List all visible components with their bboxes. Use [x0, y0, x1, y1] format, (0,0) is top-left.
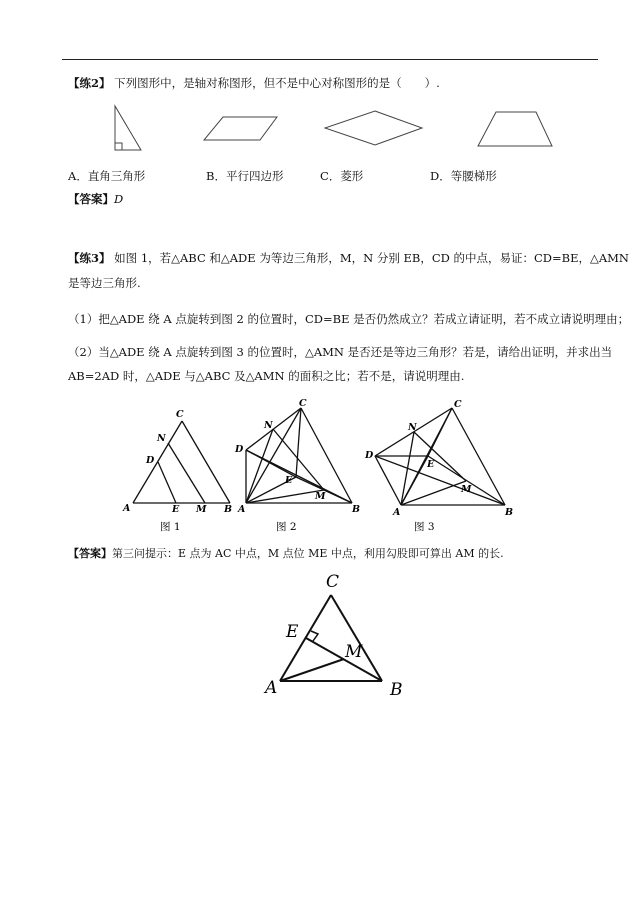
answer-figure	[0, 565, 640, 705]
option-d: D．等腰梯形	[430, 169, 497, 183]
svg-text:A: A	[265, 678, 278, 698]
svg-text:A: A	[393, 507, 401, 518]
rhombus-shape	[325, 111, 422, 145]
svg-text:E: E	[427, 459, 435, 470]
svg-text:N: N	[408, 422, 417, 433]
ex2-tag: 【练2】	[68, 76, 111, 90]
ex2-shapes	[0, 100, 640, 160]
ex3-question-2b: AB=2AD 时，△ADE 与△ABC 及△AMN 的面积之比；若不是，请说明理由.	[68, 369, 465, 383]
svg-text:B: B	[224, 504, 233, 515]
option-c: C．菱形	[320, 169, 364, 183]
svg-text:M: M	[345, 642, 363, 662]
ex3-answer-tag: 【答案】	[68, 547, 112, 560]
figure-1-caption: 图 1	[160, 521, 181, 533]
svg-text:D: D	[146, 455, 155, 466]
svg-text:C: C	[326, 572, 340, 592]
svg-text:B: B	[390, 680, 403, 700]
svg-text:M: M	[196, 504, 207, 515]
isosceles-trapezoid-shape	[478, 112, 552, 146]
option-a: A．直角三角形	[68, 169, 146, 183]
svg-text:C: C	[454, 399, 462, 410]
svg-text:A: A	[238, 504, 246, 515]
ex2-answer-tag: 【答案】	[68, 192, 114, 206]
svg-text:C: C	[299, 398, 307, 409]
svg-text:E: E	[286, 622, 299, 642]
svg-text:B: B	[352, 504, 361, 515]
ex3-text-1: 如图 1，若△ABC 和△ADE 为等边三角形，M，N 分别 EB，CD 的中点，易证：CD=BE，△AMN	[114, 251, 629, 265]
header-rule	[62, 59, 598, 60]
option-b: B．平行四边形	[206, 169, 284, 183]
svg-text:D: D	[365, 450, 374, 461]
svg-text:N: N	[157, 433, 166, 444]
ex3-tag: 【练3】	[68, 251, 111, 265]
ex3-answer-line	[68, 546, 504, 561]
ex3-question-1: （1）把△ADE 绕 A 点旋转到图 2 的位置时，CD=BE 是否仍然成立？若成立请证明，若不成立请说明理由；	[68, 312, 630, 326]
ex3-answer: 第三问提示：E 点为 AC 中点，M 点位 ME 中点，利用勾股即可算出 AM 的长.	[112, 547, 504, 560]
figure-3-caption: 图 3	[414, 521, 435, 533]
answer-right-angle-mark	[311, 631, 318, 641]
svg-text:E: E	[285, 475, 293, 486]
ex3-figures	[0, 395, 640, 540]
parallelogram-shape	[204, 117, 277, 140]
ex2-answer: D	[114, 192, 124, 206]
svg-text:N: N	[264, 420, 273, 431]
svg-text:B: B	[505, 507, 514, 518]
svg-text:M: M	[315, 491, 326, 502]
svg-text:C: C	[176, 409, 184, 420]
ex2-answer-line	[68, 192, 123, 207]
right-angle-mark	[115, 143, 122, 150]
ex2-question-line	[68, 76, 440, 91]
svg-text:M: M	[461, 484, 472, 495]
ex3-question-2a: （2）当△ADE 绕 A 点旋转到图 3 的位置时，△AMN 是否还是等边三角形？若是，请给出证明，并求出当	[68, 345, 613, 359]
figure-1	[122, 409, 232, 533]
svg-text:A: A	[123, 503, 131, 514]
figure-3	[364, 399, 513, 533]
figure-2-caption: 图 2	[276, 521, 297, 533]
svg-text:D: D	[235, 444, 244, 455]
svg-text:E: E	[172, 504, 180, 515]
figure-2	[234, 398, 360, 533]
ex3-line2: 是等边三角形.	[68, 276, 141, 290]
ex3-line1	[68, 251, 629, 266]
ex2-question: 下列图形中，是轴对称图形，但不是中心对称图形的是（ ）.	[114, 76, 440, 90]
